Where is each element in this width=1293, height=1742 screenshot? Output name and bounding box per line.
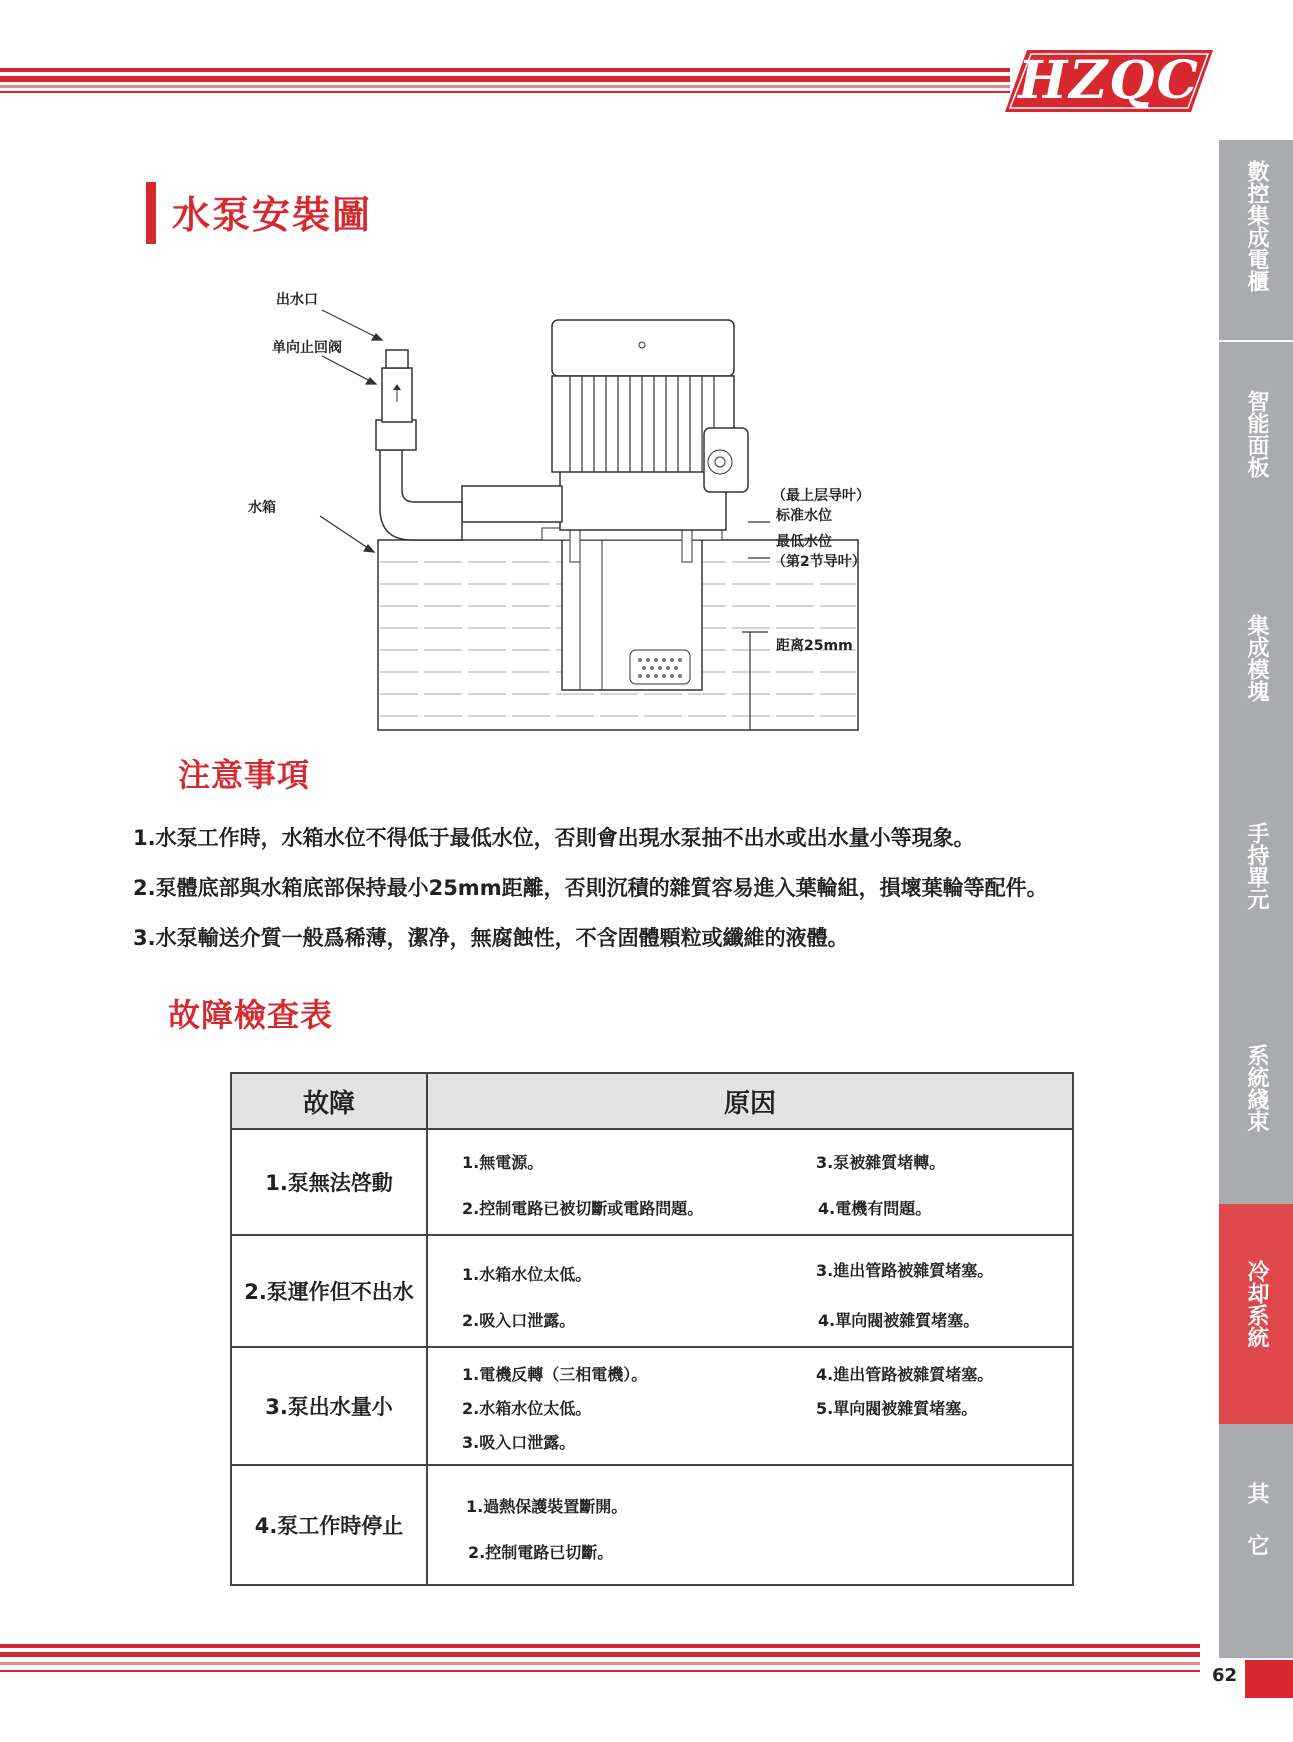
side-tab-label: 數控集成電櫃 [1244, 160, 1269, 292]
table-header-row [231, 1073, 1073, 1129]
fault-name: 3.泵出水量小 [231, 1347, 427, 1465]
side-tab-label: 系統綫束 [1244, 1044, 1269, 1132]
note-item: 1.水泵工作時，水箱水位不得低于最低水位，否則會出現水泵抽不出水或出水量小等現象。 [133, 826, 975, 850]
cause-item: 3.進出管路被雜質堵塞。 [816, 1261, 994, 1280]
cause-column-header: 原因 [427, 1073, 1073, 1129]
cause-item: 4.進出管路被雜質堵塞。 [816, 1365, 994, 1384]
table-row [231, 1465, 1073, 1585]
cause-item: 1.過熱保護裝置斷開。 [466, 1497, 628, 1516]
notes-title: 注意事項 [178, 756, 311, 794]
side-tab-smart-panel[interactable] [1219, 342, 1293, 570]
cause-item: 3.吸入口泄露。 [462, 1433, 576, 1452]
fault-name: 4.泵工作時停止 [231, 1465, 427, 1585]
note-item: 3.水泵輸送介質一般爲稀薄，潔净，無腐蝕性，不含固體顆粒或纖維的液體。 [133, 926, 849, 950]
fault-name: 1.泵無法啓動 [231, 1129, 427, 1235]
top-stripe [0, 85, 1010, 88]
side-tab-wiring[interactable] [1219, 984, 1293, 1222]
side-tab-label: 智能面板 [1244, 390, 1269, 478]
side-tab-cnc-cabinet[interactable] [1219, 140, 1293, 340]
table-row [231, 1129, 1073, 1235]
page-number: 62 [1212, 1665, 1238, 1686]
cause-item: 1.無電源。 [462, 1153, 544, 1172]
fault-name: 2.泵運作但不出水 [231, 1235, 427, 1347]
motor-base-shape [560, 470, 726, 530]
cause-item: 2.吸入口泄露。 [462, 1311, 576, 1330]
cause-item: 1.水箱水位太低。 [462, 1265, 592, 1284]
page-title: 水泵安裝圖 [172, 193, 373, 237]
cause-item: 2.控制電路已被切斷或電路問題。 [462, 1199, 704, 1218]
top-stripe [0, 76, 1010, 82]
side-tab-cooling[interactable] [1219, 1204, 1293, 1438]
bottom-stripe [0, 1662, 1200, 1665]
table-row [231, 1347, 1073, 1465]
fault-column-header: 故障 [231, 1073, 427, 1129]
side-tab-modules[interactable] [1219, 554, 1293, 790]
cause-item: 4.單向閥被雜質堵塞。 [818, 1311, 980, 1330]
brand-logo-text: HZQC [1018, 50, 1200, 111]
bottom-stripe [0, 1644, 1200, 1648]
outlet-label: 出水口 [276, 292, 318, 308]
cause-item: 5.單向閥被雜質堵塞。 [816, 1399, 978, 1418]
side-tab-handheld[interactable] [1219, 772, 1293, 1000]
pump-installation-diagram [248, 290, 980, 740]
second-guide-label: （第2节导叶） [772, 554, 866, 570]
page-number-block [1245, 1660, 1293, 1698]
table-row [231, 1235, 1073, 1347]
distance-label: 距离25mm [776, 638, 853, 654]
side-tab-others[interactable] [1219, 1424, 1293, 1658]
standard-level-label: 标准水位 [776, 508, 832, 524]
cause-item: 2.水箱水位太低。 [462, 1399, 592, 1418]
note-item: 2.泵體底部與水箱底部保持最小25mm距離，否則沉積的雜質容易進入葉輪組，損壞葉輪等配件。 [133, 876, 1048, 900]
tank-label: 水箱 [248, 500, 276, 516]
top-guide-label: （最上层导叶） [772, 488, 870, 504]
side-tab-label: 手持單元 [1244, 822, 1269, 910]
fault-table-title: 故障檢查表 [168, 996, 334, 1034]
cause-item: 3.泵被雜質堵轉。 [816, 1153, 946, 1172]
cause-item: 1.電機反轉（三相電機）。 [462, 1365, 648, 1384]
top-stripe [0, 91, 1010, 93]
bottom-stripe [0, 1670, 1200, 1672]
title-accent-bar [146, 182, 156, 244]
check-valve-label: 单向止回阀 [272, 340, 342, 356]
bottom-stripe [0, 1652, 1200, 1657]
cause-item: 2.控制電路已切斷。 [468, 1543, 614, 1562]
min-level-label: 最低水位 [776, 534, 832, 550]
side-tab-label: 集成模塊 [1244, 614, 1269, 702]
top-stripe [0, 68, 1010, 72]
cause-item: 4.電機有問題。 [818, 1199, 932, 1218]
side-tab-label: 其它 [1244, 1482, 1269, 1586]
fault-table [230, 1072, 1074, 1586]
side-tab-label: 冷却系統 [1244, 1260, 1269, 1348]
